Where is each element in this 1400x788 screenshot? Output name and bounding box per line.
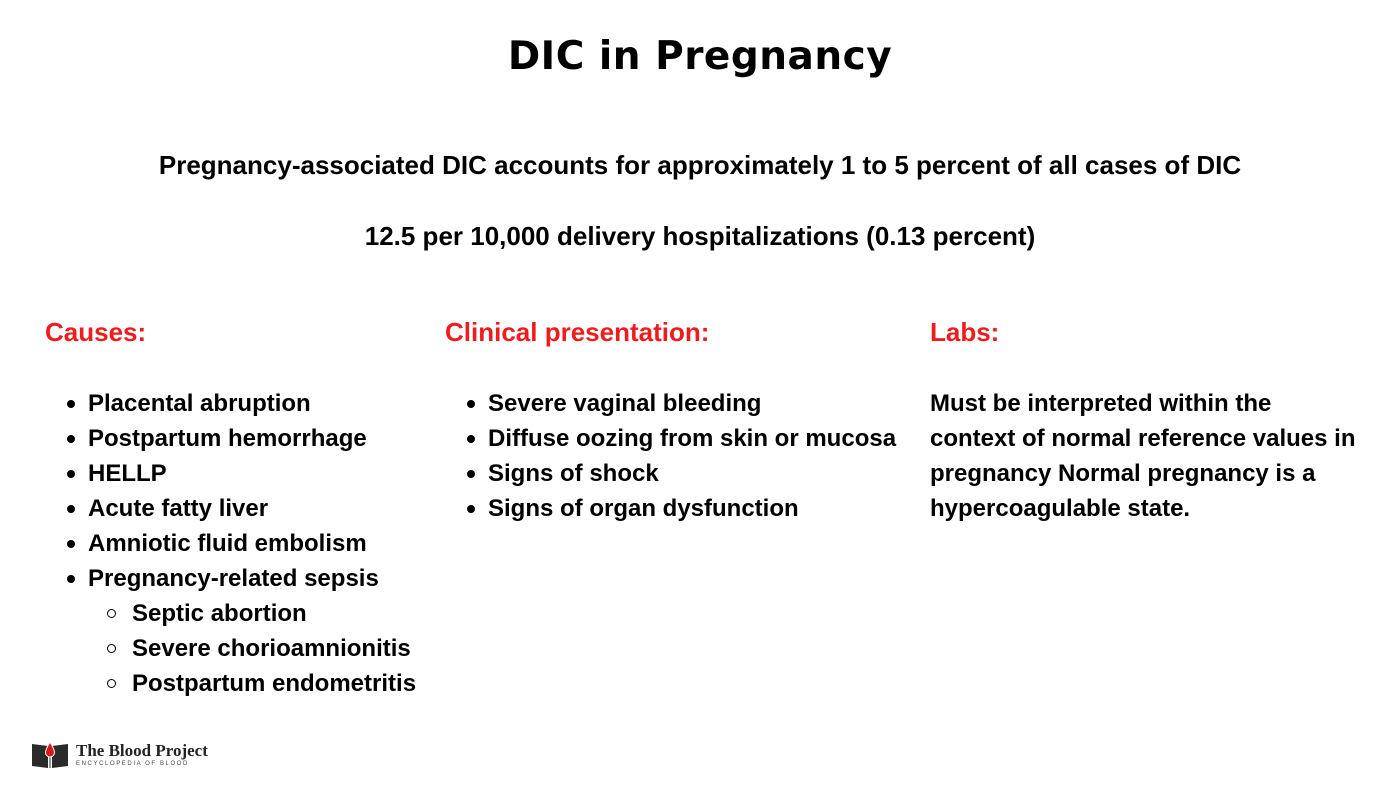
bullet-icon xyxy=(467,400,475,408)
list-item-label: Diffuse oozing from skin or mucosa xyxy=(488,425,897,452)
labs-heading: Labs: xyxy=(930,317,1000,347)
book-blood-drop-icon xyxy=(30,740,70,770)
list-item-label: Postpartum hemorrhage xyxy=(88,425,367,452)
bullet-icon xyxy=(67,540,75,548)
clinical-list xyxy=(445,386,896,526)
bullet-icon xyxy=(467,505,475,513)
list-item-label: Signs of organ dysfunction xyxy=(488,495,799,522)
clinical-column xyxy=(445,315,915,522)
sub-list-item xyxy=(88,631,416,666)
list-item xyxy=(445,421,896,456)
sepsis-sublist xyxy=(88,596,416,701)
list-item-label: Pregnancy-related sepsis xyxy=(88,565,379,592)
bullet-icon xyxy=(67,435,75,443)
causes-heading: Causes: xyxy=(45,317,147,347)
list-item-label: Severe vaginal bleeding xyxy=(488,390,762,417)
logo xyxy=(30,738,208,772)
list-item xyxy=(45,491,416,526)
hollow-bullet-icon xyxy=(107,679,116,688)
sub-list-item xyxy=(88,596,416,631)
causes-list xyxy=(45,386,416,701)
list-item xyxy=(45,456,416,491)
list-item-label: Placental abruption xyxy=(88,390,311,417)
bullet-icon xyxy=(67,505,75,513)
sub-list-item-label: Septic abortion xyxy=(132,600,307,627)
list-item xyxy=(45,386,416,421)
sub-list-item-label: Severe chorioamnionitis xyxy=(132,635,411,662)
causes-column xyxy=(45,315,435,697)
labs-description: Must be interpreted within the context of normal reference values in pregnancy Normal pregnancy is a hypercoagulable state. xyxy=(930,390,1356,522)
list-item-label: HELLP xyxy=(88,460,167,487)
stat-line-prevalence: Pregnancy-associated DIC accounts for approximately 1 to 5 percent of all cases of DIC xyxy=(158,150,1242,180)
stat-line-incidence: 12.5 per 10,000 delivery hospitalizations (0.13 percent) xyxy=(364,221,1036,251)
list-item xyxy=(45,526,416,561)
list-item-label: Signs of shock xyxy=(488,460,659,487)
labs-column xyxy=(930,315,1370,522)
list-item-label: Acute fatty liver xyxy=(88,495,269,522)
sub-list-item-label: Postpartum endometritis xyxy=(132,670,417,697)
bullet-icon xyxy=(67,400,75,408)
list-item xyxy=(45,421,416,456)
bullet-icon xyxy=(467,435,475,443)
hollow-bullet-icon xyxy=(107,644,116,653)
list-item xyxy=(45,561,416,701)
page-title: DIC in Pregnancy xyxy=(507,34,893,79)
clinical-heading: Clinical presentation: xyxy=(445,317,710,347)
list-item xyxy=(445,456,896,491)
list-item xyxy=(445,491,896,526)
bullet-icon xyxy=(67,575,75,583)
sub-list-item xyxy=(88,666,416,701)
bullet-icon xyxy=(67,470,75,478)
list-item xyxy=(445,386,896,421)
logo-tagline: ENCYCLOPEDIA OF BLOOD xyxy=(76,761,189,767)
logo-name: The Blood Project xyxy=(76,741,208,760)
bullet-icon xyxy=(467,470,475,478)
list-item-label: Amniotic fluid embolism xyxy=(88,530,367,557)
hollow-bullet-icon xyxy=(107,609,116,618)
